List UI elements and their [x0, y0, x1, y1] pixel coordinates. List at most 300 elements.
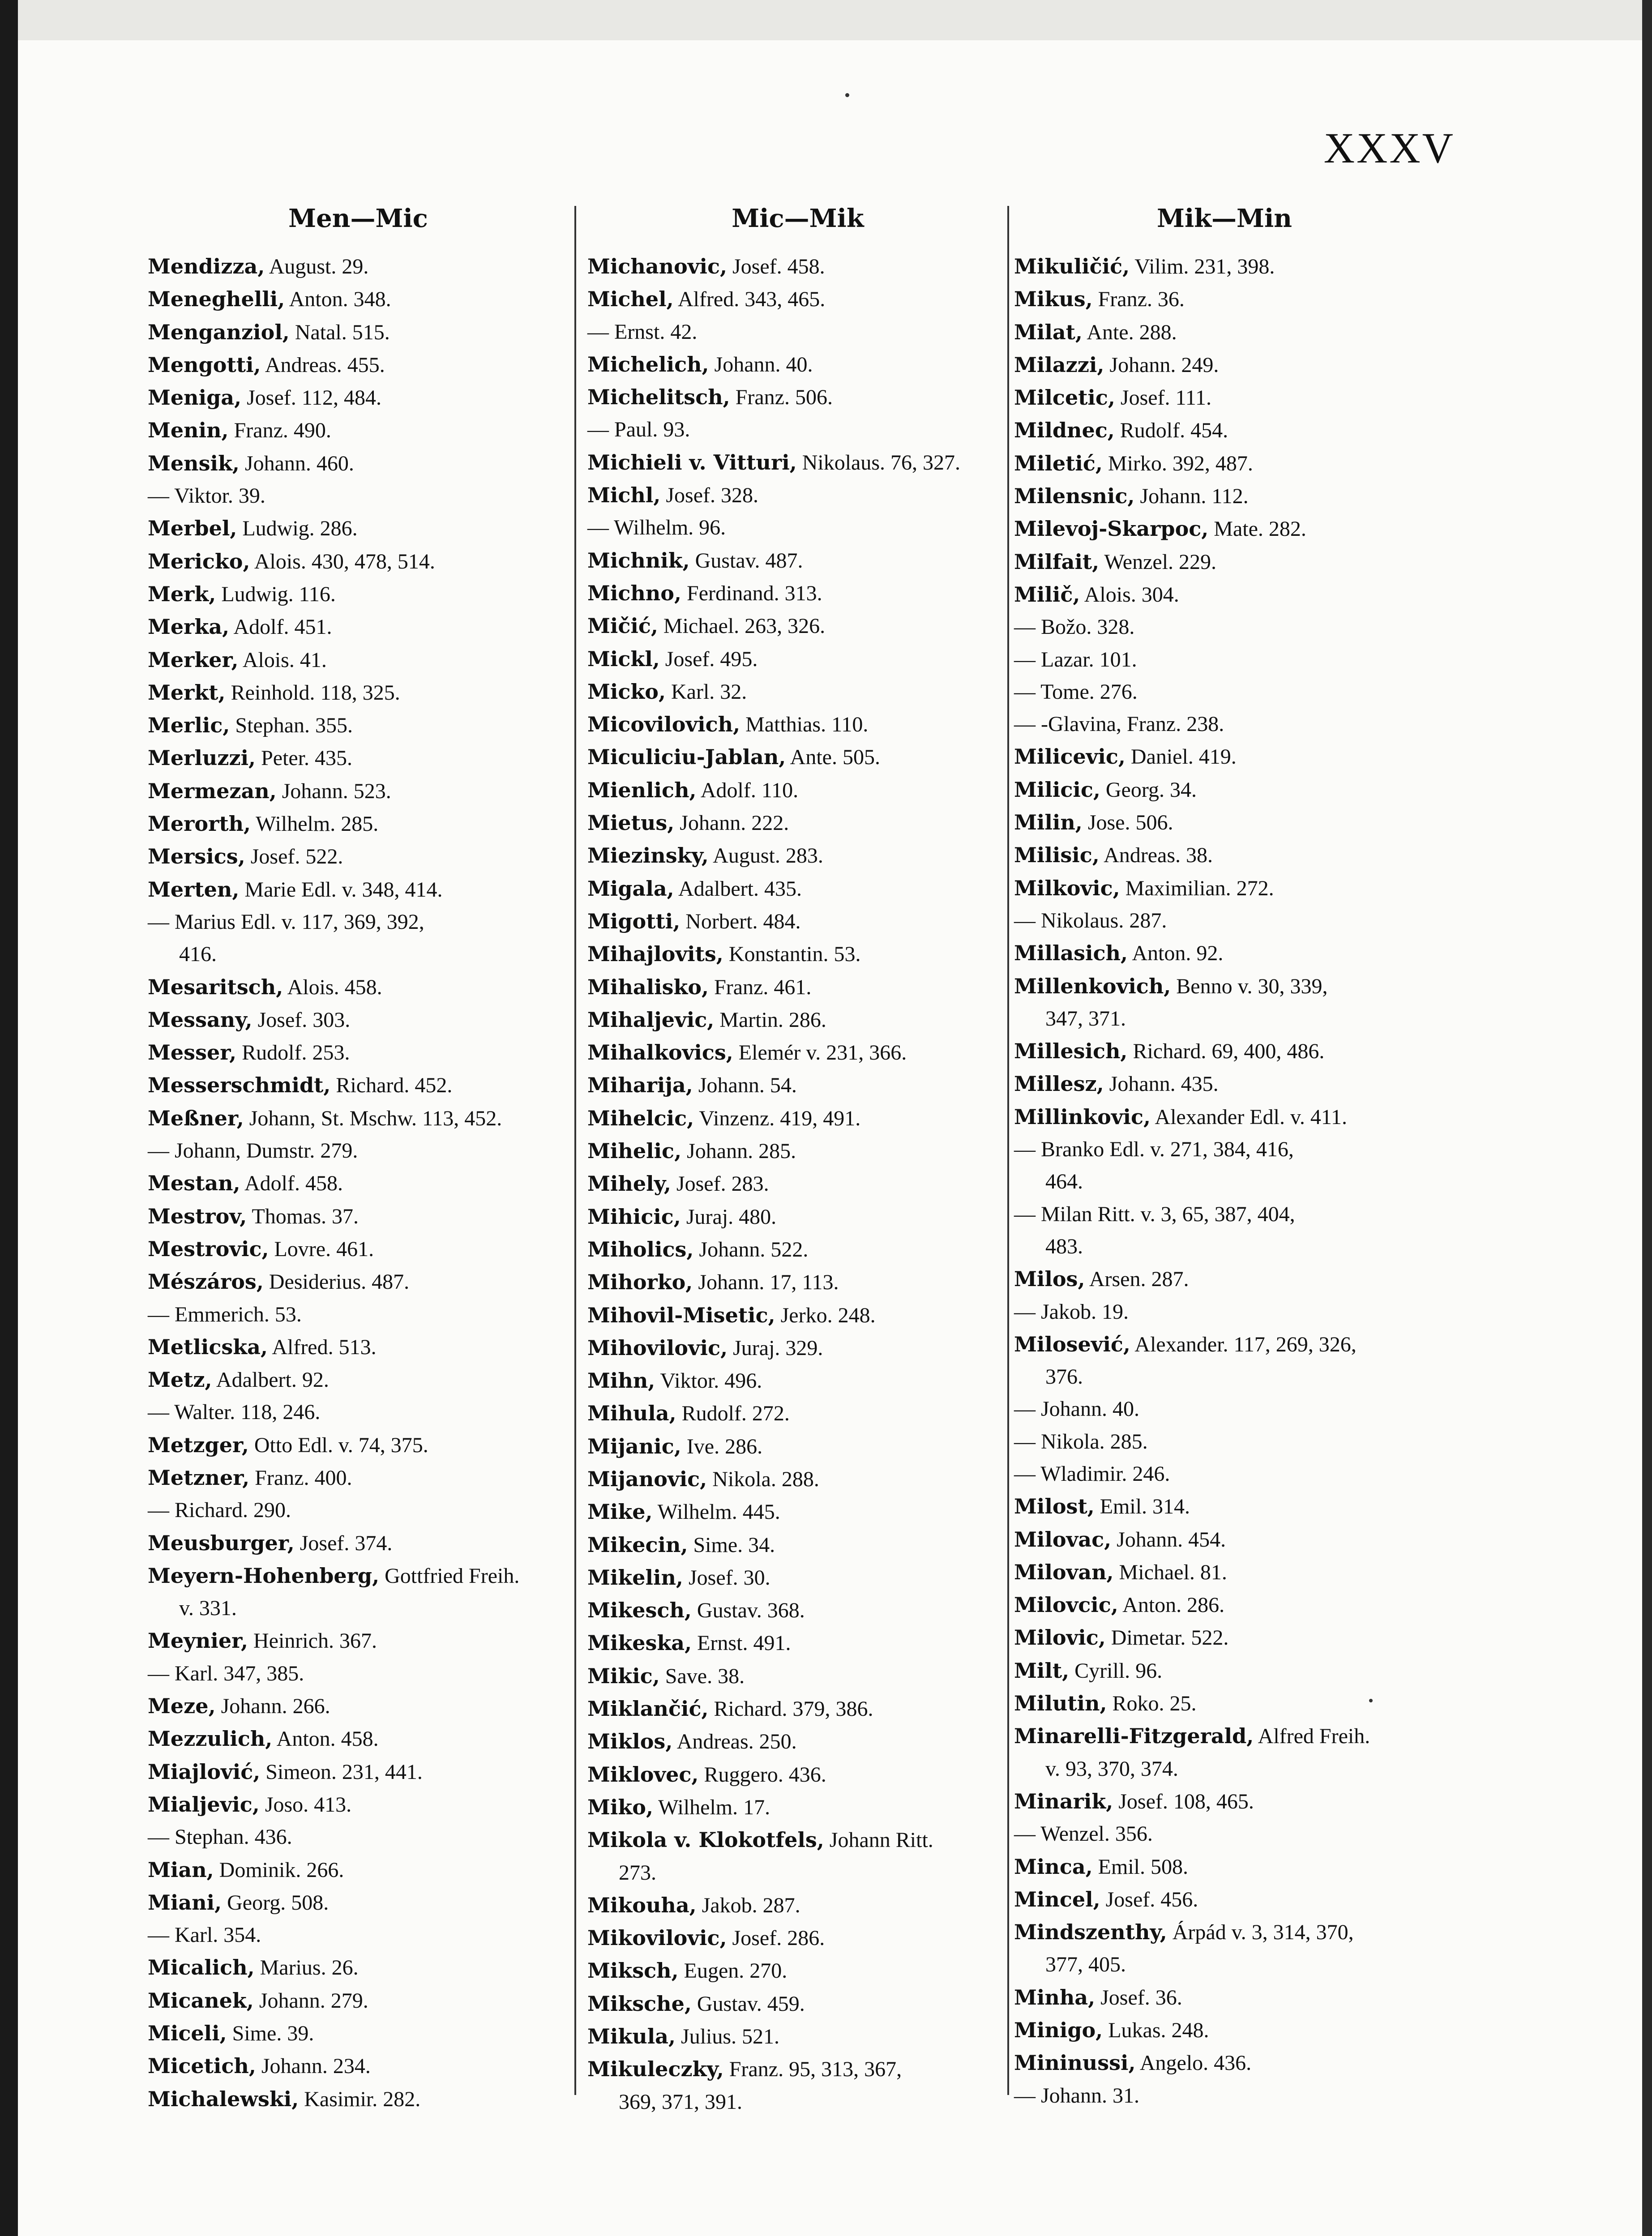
entry-surname: Metzner,: [148, 1465, 250, 1490]
entry-surname: Mikola v. Klokotfels,: [587, 1828, 824, 1852]
entry-surname: Mesaritsch,: [148, 975, 283, 999]
index-entry: [148, 1527, 569, 1560]
index-entry: [148, 545, 569, 578]
index-entry: [1014, 1883, 1435, 1916]
entry-details: Alfred. 343, 465.: [673, 287, 826, 312]
index-entry: [587, 1725, 1008, 1758]
entry-details: Anton. 92.: [1128, 941, 1224, 966]
entry-details: Franz. 461.: [709, 975, 812, 999]
entry-details: — Marius Edl. v. 117, 369, 392,: [148, 910, 424, 934]
entry-surname: Messer,: [148, 1040, 237, 1065]
index-entry: [587, 1824, 1008, 1856]
entry-surname: Micko,: [587, 679, 666, 704]
entry-details: Jerko. 248.: [775, 1303, 876, 1327]
entry-surname: Mihula,: [587, 1401, 676, 1426]
entry-details: Franz. 36.: [1092, 287, 1185, 312]
index-entry: [1014, 1101, 1435, 1133]
entry-details: Johann. 460.: [239, 451, 354, 475]
index-entry: [148, 250, 569, 283]
entry-details: Konstantin. 53.: [723, 942, 861, 966]
entry-list: [587, 250, 1008, 2118]
entry-surname: Mikecin,: [587, 1532, 688, 1557]
entry-details: Rudolf. 253.: [236, 1041, 350, 1065]
index-entry: [1014, 937, 1435, 970]
entry-surname: Menganziol,: [148, 320, 290, 344]
entry-details: Rudolf. 272.: [676, 1402, 790, 1426]
entry-details: Vilim. 231, 398.: [1130, 255, 1275, 278]
index-entry: [587, 1988, 1008, 2020]
entry-details: Josef. 112, 484.: [241, 386, 381, 410]
entry-details: Julius. 521.: [676, 2025, 780, 2049]
index-entry: [587, 1693, 1008, 1725]
index-entry: [587, 1102, 1008, 1135]
entry-surname: Milovic,: [1014, 1625, 1106, 1650]
index-entry: [1014, 970, 1435, 1003]
entry-surname: Mendizza,: [148, 254, 265, 278]
entry-details: Ante. 288.: [1082, 320, 1177, 344]
column-header: Mic—Mik: [732, 204, 864, 233]
entry-details: Roko. 25.: [1107, 1692, 1197, 1716]
index-entry: [587, 1561, 1008, 1594]
entry-surname: Mersics,: [148, 844, 245, 869]
entry-details: Angelo. 436.: [1135, 2051, 1252, 2075]
entry-details: Josef. 108, 465.: [1113, 1789, 1254, 1813]
entry-details: 347, 371.: [1045, 1006, 1126, 1030]
index-entry: [1014, 1621, 1435, 1654]
index-entry: [587, 1529, 1008, 1561]
index-entry: [587, 1594, 1008, 1627]
index-entry: [587, 1167, 1008, 1200]
index-entry: [587, 414, 1008, 446]
index-entry: [148, 1396, 569, 1428]
index-entry: [1014, 1003, 1435, 1035]
entry-details: Sime. 39.: [227, 2022, 314, 2046]
entry-surname: Mestan,: [148, 1171, 240, 1196]
entry-details: Heinrich. 367.: [248, 1629, 377, 1653]
index-entry: [148, 1886, 569, 1919]
entry-details: Josef. 458.: [727, 255, 825, 278]
entry-details: Johann, St. Mschw. 113, 452.: [244, 1106, 502, 1130]
index-entry: [148, 1200, 569, 1233]
entry-details: Alfred. 513.: [267, 1335, 377, 1359]
entry-surname: Mihn,: [587, 1368, 655, 1393]
entry-surname: Mincel,: [1014, 1887, 1100, 1911]
column-rule: [574, 206, 576, 2095]
index-entry: [587, 1364, 1008, 1397]
entry-surname: Miksche,: [587, 1991, 692, 2016]
entry-details: Wilhelm. 445.: [652, 1500, 780, 1524]
index-entry: [148, 1004, 569, 1036]
entry-details: Gustav. 487.: [689, 548, 803, 573]
entry-details: — Johann, Dumstr. 279.: [148, 1139, 358, 1163]
index-entry: [1014, 1753, 1435, 1785]
entry-details: Simeon. 231, 441.: [260, 1760, 423, 1784]
entry-details: — Walter. 118, 246.: [148, 1400, 321, 1424]
entry-surname: Milosević,: [1014, 1332, 1130, 1356]
entry-details: Nikolaus. 76, 327.: [796, 450, 961, 475]
entry-details: Adalbert. 92.: [212, 1368, 329, 1392]
entry-details: — Johann. 31.: [1014, 2083, 1139, 2108]
index-entry: [148, 381, 569, 414]
entry-surname: Micanek,: [148, 1988, 254, 2013]
entry-details: Andreas. 250.: [672, 1730, 797, 1754]
entry-details: Josef. 286.: [727, 1926, 825, 1950]
index-entry: [148, 1233, 569, 1265]
entry-surname: Mikula,: [587, 2024, 676, 2049]
entry-details: Matthias. 110.: [740, 713, 869, 737]
index-entry: [1014, 1720, 1435, 1753]
index-entry: [148, 1919, 569, 1951]
index-entry: [148, 808, 569, 840]
index-entry: [587, 610, 1008, 642]
index-entry: [587, 1660, 1008, 1693]
index-entry: [587, 872, 1008, 905]
entry-details: — Lazar. 101.: [1014, 647, 1137, 671]
entry-details: Andreas. 38.: [1099, 843, 1213, 868]
index-entry: [148, 971, 569, 1004]
entry-surname: Millesz,: [1014, 1072, 1104, 1096]
entry-surname: Milicic,: [1014, 777, 1100, 802]
entry-surname: Mildnec,: [1014, 418, 1115, 443]
entry-surname: Michieli v. Vitturi,: [587, 450, 797, 475]
index-entry: [1014, 414, 1435, 447]
entry-details: Anton. 348.: [285, 287, 391, 312]
index-entry: [148, 1560, 569, 1592]
entry-details: Adolf. 458.: [240, 1171, 343, 1196]
index-entry: [1014, 1133, 1435, 1166]
column-header: Mik—Min: [1156, 204, 1292, 233]
entry-details: Georg. 508.: [222, 1890, 329, 1915]
entry-details: Richard. 452.: [330, 1073, 453, 1098]
index-entry: [587, 1069, 1008, 1102]
entry-details: Josef. 36.: [1095, 1985, 1182, 2009]
index-entry: [587, 839, 1008, 872]
entry-details: Johann. 234.: [256, 2054, 371, 2078]
entry-details: Emil. 314.: [1094, 1495, 1190, 1519]
entry-surname: Miajlović,: [148, 1759, 261, 1784]
entry-surname: Miani,: [148, 1890, 222, 1915]
index-entry: [148, 480, 569, 512]
index-entry: [1014, 1426, 1435, 1458]
entry-surname: Messany,: [148, 1007, 253, 1032]
index-entry: [587, 774, 1008, 807]
index-column-3: [1014, 204, 1435, 2112]
index-entry: [587, 807, 1008, 839]
entry-surname: Michno,: [587, 581, 681, 605]
entry-details: Johann. 54.: [693, 1073, 797, 1098]
index-entry: [587, 1857, 1008, 1889]
entry-details: Johann. 112.: [1134, 484, 1249, 509]
entry-details: Franz. 490.: [228, 419, 331, 443]
index-entry: [1014, 872, 1435, 905]
entry-surname: Milicevic,: [1014, 744, 1126, 769]
entry-surname: Mienlich,: [587, 778, 697, 802]
index-entry: [1014, 1949, 1435, 1981]
entry-details: Alfred Freih.: [1254, 1724, 1370, 1749]
entry-surname: Miculiciu-Jablan,: [587, 745, 786, 770]
index-entry: [1014, 1687, 1435, 1720]
entry-details: Jakob. 287.: [696, 1893, 800, 1917]
entry-surname: Milcetic,: [1014, 385, 1115, 410]
entry-surname: Mihicic,: [587, 1204, 681, 1229]
entry-surname: Metz,: [148, 1368, 212, 1392]
index-entry: [148, 1821, 569, 1853]
index-entry: [1014, 1785, 1435, 1818]
entry-surname: Milovac,: [1014, 1527, 1112, 1552]
entry-details: Rudolf. 454.: [1114, 419, 1228, 443]
index-entry: [587, 512, 1008, 544]
entry-details: 483.: [1045, 1234, 1083, 1258]
entry-details: Ruggero. 436.: [698, 1762, 826, 1787]
index-entry: [148, 1494, 569, 1526]
entry-details: Reinhold. 118, 325.: [225, 680, 400, 705]
entry-surname: Mihelcic,: [587, 1106, 694, 1130]
index-entry: [148, 1299, 569, 1331]
index-entry: [148, 578, 569, 611]
index-entry: [148, 1592, 569, 1625]
entry-details: Michael. 263, 326.: [658, 614, 826, 638]
entry-details: 273.: [619, 1860, 656, 1885]
entry-surname: Merka,: [148, 615, 230, 639]
entry-details: — Paul. 93.: [587, 418, 690, 442]
entry-surname: Milič,: [1014, 582, 1080, 607]
index-entry: [148, 1265, 569, 1298]
index-entry: [587, 2020, 1008, 2053]
entry-details: Dominik. 266.: [214, 1858, 344, 1882]
entry-surname: Minca,: [1014, 1854, 1093, 1879]
entry-details: Marie Edl. v. 348, 414.: [239, 877, 443, 902]
index-entry: [1014, 774, 1435, 806]
index-entry: [587, 1135, 1008, 1167]
entry-details: Josef. 303.: [252, 1008, 351, 1032]
index-entry: [587, 2053, 1008, 2086]
entry-surname: Mian,: [148, 1857, 214, 1882]
index-entry: [587, 577, 1008, 610]
entry-surname: Mikus,: [1014, 287, 1093, 312]
entry-details: Josef. 456.: [1100, 1887, 1198, 1911]
entry-surname: Miklovec,: [587, 1762, 699, 1787]
entry-details: Richard. 379, 386.: [708, 1697, 873, 1721]
index-entry: [148, 1429, 569, 1462]
entry-surname: Miko,: [587, 1795, 653, 1819]
entry-surname: Meneghelli,: [148, 287, 285, 312]
entry-surname: Meyern-Hohenberg,: [148, 1563, 380, 1588]
scan-border-right: [1642, 0, 1652, 2236]
index-column-1: [148, 204, 569, 2116]
entry-details: Wenzel. 229.: [1099, 550, 1217, 574]
entry-details: — Emmerich. 53.: [148, 1302, 302, 1326]
index-entry: [587, 446, 1008, 479]
index-entry: [1014, 2047, 1435, 2079]
entry-surname: Michelitsch,: [587, 385, 730, 410]
entry-details: — Karl. 354.: [148, 1923, 261, 1947]
index-entry: [148, 1331, 569, 1364]
entry-surname: Mininussi,: [1014, 2051, 1136, 2075]
scan-border-left: [0, 0, 18, 2236]
entry-details: — Johann. 40.: [1014, 1397, 1139, 1421]
entry-details: — Milan Ritt. v. 3, 65, 387, 404,: [1014, 1202, 1295, 1226]
entry-details: Johann. 285.: [681, 1139, 796, 1163]
index-entry: [1014, 1490, 1435, 1523]
entry-details: Mate. 282.: [1208, 517, 1306, 541]
index-entry: [148, 1788, 569, 1821]
index-entry: [1014, 1296, 1435, 1328]
column-header: Men—Mic: [288, 204, 428, 233]
index-entry: [148, 447, 569, 480]
entry-surname: Milat,: [1014, 320, 1083, 344]
entry-surname: Mihorko,: [587, 1270, 693, 1295]
entry-details: Cyrill. 96.: [1069, 1659, 1163, 1683]
index-entry: [587, 676, 1008, 708]
entry-surname: Michanovic,: [587, 254, 728, 278]
index-entry: [1014, 839, 1435, 872]
index-entry: [587, 316, 1008, 348]
entry-details: — Jakob. 19.: [1014, 1300, 1129, 1324]
index-entry: [148, 1036, 569, 1069]
entry-details: Sime. 34.: [688, 1533, 775, 1557]
index-entry: [1014, 578, 1435, 611]
entry-details: Andreas. 455.: [261, 353, 385, 377]
index-entry: [148, 2017, 569, 2050]
entry-details: Martin. 286.: [714, 1008, 826, 1032]
entry-details: Franz. 95, 313, 367,: [723, 2057, 902, 2082]
entry-details: Juraj. 480.: [680, 1205, 777, 1229]
entry-surname: Mijanovic,: [587, 1466, 707, 1491]
entry-surname: Miezinsky,: [587, 843, 709, 868]
entry-surname: Metlicska,: [148, 1334, 268, 1359]
entry-surname: Mezzulich,: [148, 1727, 273, 1751]
entry-surname: Mialjevic,: [148, 1792, 260, 1817]
entry-surname: Mihely,: [587, 1171, 671, 1196]
entry-surname: Mihelic,: [587, 1139, 682, 1163]
entry-details: 464.: [1045, 1170, 1083, 1194]
index-entry: [587, 1791, 1008, 1824]
entry-details: Wilhelm. 285.: [251, 812, 379, 836]
index-entry: [1014, 2080, 1435, 2112]
entry-surname: Mihovil-Misetic,: [587, 1303, 775, 1327]
index-entry: [587, 938, 1008, 971]
entry-surname: Milfait,: [1014, 549, 1100, 574]
entry-details: Johann. 17, 113.: [693, 1270, 839, 1295]
entry-details: August. 29.: [265, 255, 369, 278]
entry-surname: Mihovilovic,: [587, 1335, 728, 1360]
entry-surname: Michel,: [587, 287, 674, 312]
entry-surname: Merkt,: [148, 680, 226, 705]
entry-details: August. 283.: [708, 844, 823, 868]
index-entry: [587, 1889, 1008, 1922]
entry-details: Josef. 328.: [660, 483, 758, 508]
entry-surname: Menin,: [148, 418, 229, 443]
index-entry: [1014, 1231, 1435, 1263]
entry-surname: Miklos,: [587, 1729, 673, 1754]
index-entry: [587, 283, 1008, 316]
entry-surname: Mikesch,: [587, 1598, 692, 1623]
index-entry: [587, 1004, 1008, 1036]
entry-details: Ernst. 491.: [692, 1631, 791, 1655]
entry-surname: Meusburger,: [148, 1531, 295, 1555]
entry-surname: Miletić,: [1014, 451, 1103, 475]
index-entry: [1014, 1655, 1435, 1687]
entry-surname: Miksch,: [587, 1958, 679, 1983]
index-entry: [1014, 708, 1435, 740]
index-entry: [587, 1922, 1008, 1954]
index-entry: [1014, 1458, 1435, 1490]
index-entry: [1014, 283, 1435, 316]
index-entry: [148, 1984, 569, 2017]
entry-details: Franz. 506.: [730, 385, 833, 410]
index-entry: [587, 741, 1008, 774]
index-entry: [587, 1299, 1008, 1332]
index-entry: [1014, 1198, 1435, 1231]
entry-surname: Merten,: [148, 877, 240, 902]
index-entry: [1014, 381, 1435, 414]
entry-details: Ludwig. 116.: [216, 582, 336, 606]
entry-details: Johann. 435.: [1104, 1072, 1219, 1096]
entry-surname: Micalich,: [148, 1955, 255, 1980]
entry-surname: Mikovilovic,: [587, 1926, 727, 1950]
index-entry: [148, 906, 569, 938]
index-entry: [148, 1854, 569, 1886]
entry-surname: Mike,: [587, 1500, 653, 1524]
index-entry: [587, 348, 1008, 381]
entry-details: Alois. 304.: [1080, 582, 1179, 607]
index-entry: [148, 2050, 569, 2082]
entry-details: Johann. 279.: [253, 1988, 368, 2013]
entry-surname: Migala,: [587, 876, 674, 901]
entry-surname: Mestrovic,: [148, 1236, 269, 1261]
entry-details: Alois. 430, 478, 514.: [250, 549, 435, 573]
index-entry: [148, 644, 569, 676]
entry-details: Anton. 458.: [272, 1727, 379, 1751]
entry-details: — Wladimir. 246.: [1014, 1462, 1170, 1486]
entry-details: Wilhelm. 17.: [653, 1795, 770, 1819]
entry-surname: Micetich,: [148, 2054, 256, 2078]
entry-details: Save. 38.: [659, 1664, 745, 1688]
entry-details: Stephan. 355.: [230, 714, 353, 738]
index-entry: [148, 840, 569, 873]
entry-details: Johann. 523.: [276, 779, 391, 803]
entry-details: Alexander. 117, 269, 326,: [1130, 1332, 1357, 1356]
index-entry: [1014, 513, 1435, 545]
index-entry: [1014, 1851, 1435, 1883]
index-entry: [1014, 1916, 1435, 1949]
index-entry: [587, 544, 1008, 577]
entry-details: Richard. 69, 400, 486.: [1127, 1039, 1325, 1064]
entry-details: Lukas. 248.: [1103, 2018, 1209, 2043]
entry-surname: Miklančić,: [587, 1697, 709, 1721]
entry-details: — Wenzel. 356.: [1014, 1822, 1153, 1846]
entry-surname: Merluzzi,: [148, 746, 256, 770]
entry-details: Marius. 26.: [254, 1956, 359, 1980]
entry-surname: Michalewski,: [148, 2086, 299, 2111]
scan-speck: [1369, 1699, 1373, 1702]
entry-surname: Miceli,: [148, 2021, 227, 2046]
index-entry: [1014, 250, 1435, 283]
entry-details: Johann. 222.: [674, 811, 789, 835]
index-entry: [148, 938, 569, 971]
entry-surname: Minarik,: [1014, 1789, 1113, 1813]
entry-surname: Mindszenthy,: [1014, 1920, 1167, 1945]
entry-details: 377, 405.: [1045, 1953, 1126, 1977]
entry-surname: Mikic,: [587, 1663, 660, 1688]
entry-surname: Mikuličić,: [1014, 254, 1130, 278]
entry-surname: Mihajlovits,: [587, 942, 723, 966]
entry-surname: Mikuleczky,: [587, 2057, 724, 2082]
entry-details: Thomas. 37.: [247, 1204, 359, 1228]
index-entry: [1014, 1589, 1435, 1621]
index-entry: [1014, 806, 1435, 839]
index-entry: [148, 775, 569, 808]
